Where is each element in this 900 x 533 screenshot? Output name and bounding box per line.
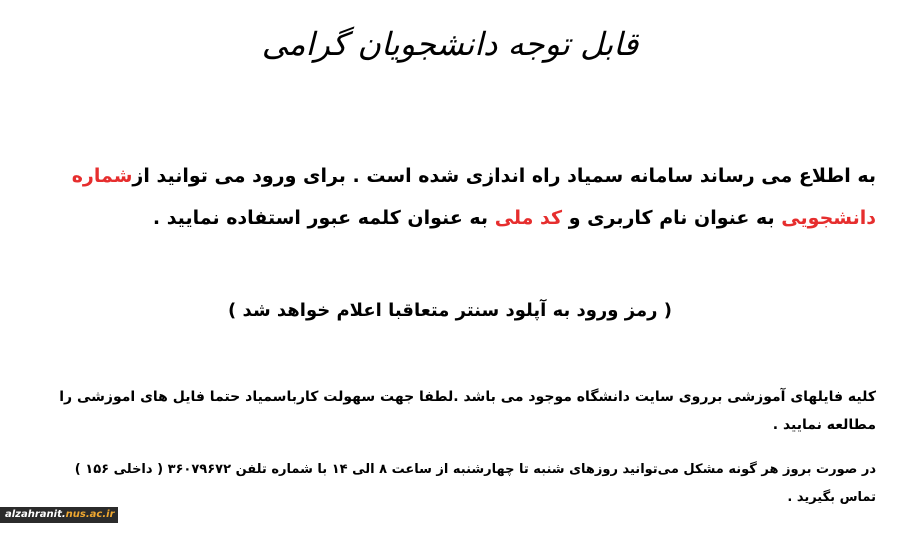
announcement-text-3: به عنوان کلمه عبور استفاده نمایید . — [152, 207, 495, 229]
national-code-highlight: کد ملی — [494, 207, 563, 229]
upload-center-note: ( رمز ورود به آپلود سنتر متعاقبا اعلام خواهد شد ) — [228, 300, 672, 321]
announcement-text-1: به اطلاع می رساند سامانه سمیاد راه اندازی شده است . برای ورود می توانید از — [132, 165, 876, 187]
announcement-paragraph — [16, 155, 876, 239]
contact-info: در صورت بروز هر گونه مشکل می‌توانید روزهای شنبه تا چهارشنبه از ساعت ۸ الی ۱۴ با شماره تلفن ۳۶۰۷۹۶۷۲ ( داخلی ۱۵۶ ) تماس بگیرید . — [74, 462, 876, 505]
watermark-prefix: alzahranit. — [5, 509, 66, 520]
site-watermark — [0, 507, 118, 523]
watermark-suffix: nus.ac.ir — [65, 509, 115, 520]
training-files-info: کلیه فایلهای آموزشی برروی سایت دانشگاه موجود می باشد .لطفا جهت سهولت کارباسمیاد حتما فایل های اموزشی را مطالعه نمایید . — [59, 389, 876, 433]
student-number-highlight: شماره دانشجویی — [71, 165, 876, 229]
page-title: قابل توجه دانشجویان گرامی — [261, 25, 639, 63]
announcement-text-2: به عنوان نام کاربری و — [562, 207, 782, 229]
